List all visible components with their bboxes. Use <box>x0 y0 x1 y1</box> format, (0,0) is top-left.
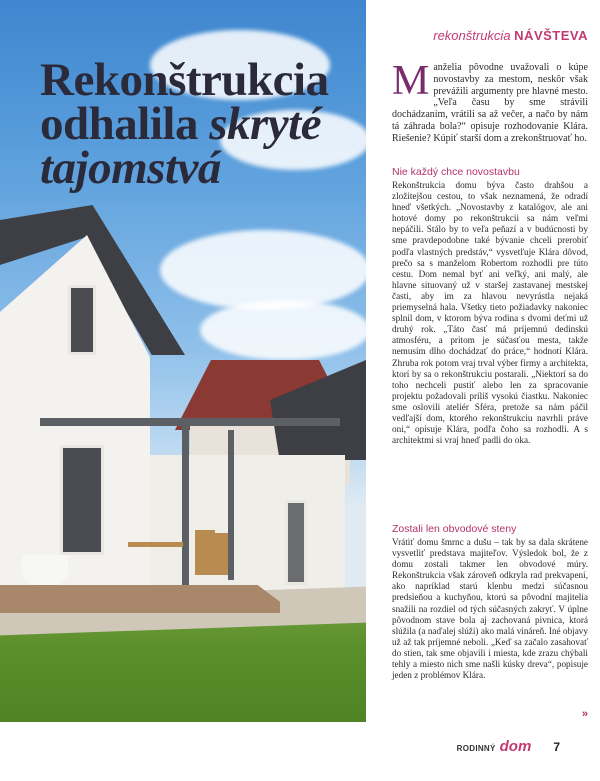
cloud <box>200 300 366 360</box>
attic-window <box>68 285 96 355</box>
cloud <box>160 230 366 310</box>
section-kicker <box>433 28 588 43</box>
pergola-post <box>182 425 189 585</box>
kicker-subcategory: NÁVŠTEVA <box>514 28 588 43</box>
body-text: Rekonštrukcia domu býva často drahšou a zložitejšou cestou, to však neznamená, že odradí hneď všetkých. „Novostavby z katalógov, ale ani hotové domy po rekonštrukcii sa nám veľmi nepáčili. Stálo by to veľa peňazí a v budúcnosti by sme pravdepodobne také bývanie chceli prerobiť podľa vlastných predstáv,“ vysvetľuje Klára dôvod, prečo sa s manželom Robertom rozhodli pre túto cestu. Dom nemal byť ani veľký, ani malý, ale hlavne situovaný už v staršej zastavanej mestskej časti, aby im za hlavou nevyrástla nejaká priemyselná hala. Všetky tieto požiadavky nakoniec splnil dom, v ktorom býva rodina s dvomi deťmi už druhý rok. „Táto časť má príjemnú dedinskú atmosféru, a pritom je súčasťou mesta, takže nemusím dlho dochádzať do práce,“ hodnotí Klára. Zhruba rok potom vraj trval výber firmy a architekta, ktorí by sa o rekonštrukciu postarali. „Niektorí sa do toho nechceli pustiť alebo len za spracovanie projektu požadovali príliš vysokú čiastku. Nakoniec sme oslovili ateliér Sféra, pretože sa nám páčil vedľajší dom, ktorého rekonštrukciu navrhli práve oni,“ opisuje Klára, podľa čoho sa rozhodli. A s architektmi si vraj hneď padli do oka. <box>392 180 588 446</box>
subheading: Nie každý chce novostavbu <box>392 166 520 178</box>
planter <box>22 555 68 585</box>
terrace-door <box>60 445 104 555</box>
headline-line-2: odhalila <box>40 98 210 150</box>
magazine-name: RODINNÝ <box>456 744 496 753</box>
kicker-category: rekonštrukcia <box>433 28 511 43</box>
article-column <box>392 0 588 722</box>
magazine-logo: dom <box>499 738 532 755</box>
page-footer <box>457 738 560 755</box>
pergola-post <box>228 430 234 580</box>
headline-line-1: Rekonštrukcia <box>40 54 329 106</box>
subheading: Zostali len obvodové steny <box>392 523 517 535</box>
pergola-beam <box>40 418 340 426</box>
page-number: 7 <box>553 740 560 754</box>
continue-arrow-icon: » <box>581 708 588 720</box>
chair <box>210 533 228 575</box>
extension-wall <box>150 455 345 590</box>
article-headline <box>40 54 366 194</box>
body-text: Vrátiť domu šmrnc a dušu – tak by sa dala skrátene vysvetliť predstava majiteľov. Výsledok bol, že z domu zostali takmer len obvodové múry. Rekonštrukcia však zároveň odkryla rad prekvapení, ako napríklad starú klenbu medzi súčasnou predsieňou a kuchyňou, ktorú sa pôvodní majitelia snažili na rozdiel od tých súčasných zakryť. V úplne pôvodnom stave bola aj zachovaná pivnica, ktorá slúžila (a naďalej slúži) ako malá vináreň. Iné objavy už až tak príjemné neboli. „Keď sa začalo zasahovať do stien, tak sme objavili i miesta, kde zrazu chýbali tehly a miesto nich sme našli kúsky dreva“, popisuje jeden z problémov Klára. <box>392 537 588 681</box>
lead-paragraph <box>392 58 588 145</box>
garage-door <box>285 500 307 585</box>
headline-line-2-italic: skryté <box>209 98 322 150</box>
table <box>128 542 183 547</box>
wooden-deck <box>0 585 280 613</box>
drop-cap: M <box>392 58 430 104</box>
headline-line-3: tajomstvá <box>40 142 221 194</box>
lead-text: anželia pôvodne uvažovali o kúpe novostavby za mestom, neskôr však prevážili argumenty pre hlavné mesto. „Veľa času by sme strávili dochádzaním, vrátili sa až večer, a načo by nám tá záhrada bola?“ opisuje rozhodovanie Klára. Riešenie? Kúpiť starší dom a zrekonštruovať ho. <box>392 62 588 144</box>
